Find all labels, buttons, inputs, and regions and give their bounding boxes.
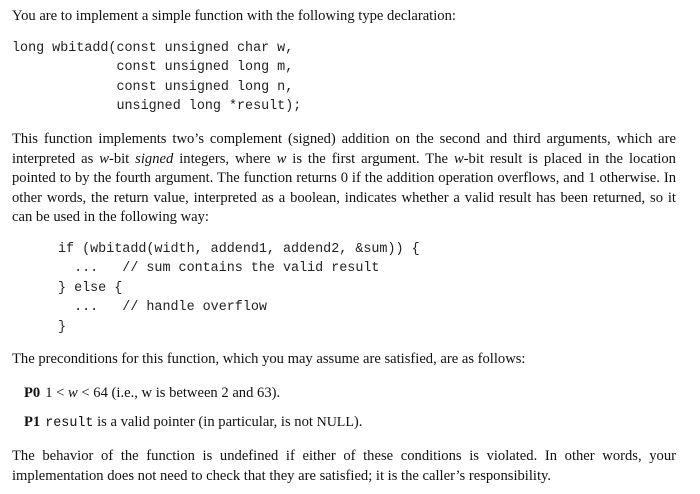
code-line: } else { bbox=[58, 280, 123, 296]
precondition-p0: P0 1 < w < 64 (i.e., w is between 2 and 63). bbox=[24, 385, 281, 401]
declaration-line: const unsigned long n, bbox=[12, 79, 294, 95]
var-w: w bbox=[276, 150, 287, 167]
declaration-line: long wbitadd(const unsigned char w, bbox=[12, 41, 294, 56]
code-line: if (wbitadd(width, addend1, addend2, &sum)) { bbox=[58, 242, 420, 257]
var-w: w bbox=[99, 150, 109, 167]
var-w: w bbox=[68, 385, 78, 401]
declaration-line: const unsigned long m, bbox=[12, 60, 294, 76]
closing-paragraph: The behavior of the function is undefined if either of these conditions is violated. In other words, your implementation does not need to check that they are satisfied; it is the caller’s responsibility. bbox=[12, 448, 676, 484]
function-declaration bbox=[12, 39, 301, 117]
preconditions-intro: The preconditions for this function, which you may assume are satisfied, are as follows: bbox=[12, 351, 526, 367]
intro-text: You are to implement a simple function with the following type declaration: bbox=[12, 8, 456, 24]
code-line: ... // sum contains the valid result bbox=[58, 261, 380, 277]
declaration-line: unsigned long *result); bbox=[12, 99, 302, 115]
p1-label: P1 bbox=[24, 414, 41, 430]
code-line: ... // handle overflow bbox=[58, 300, 267, 316]
code-line: } bbox=[58, 319, 67, 335]
usage-code-block bbox=[58, 240, 420, 337]
result-code: result bbox=[45, 416, 94, 431]
var-w: w bbox=[453, 150, 464, 167]
precondition-p1: P1 result is a valid pointer (in particular, is not NULL). bbox=[24, 414, 363, 431]
null-keyword: NULL bbox=[316, 415, 354, 430]
signed-emphasis: signed bbox=[135, 150, 174, 167]
p0-label: P0 bbox=[24, 385, 41, 401]
description-paragraph: This function implements two’s complement (signed) addition on the second and third arguments, which are interpreted as w-bit signed integers, where w is the first argument. The w-bit result is placed in the location pointed to by the fourth argument. The function returns 0 if the addition operation overflows, and 1 otherwise. In other words, the return value, interpreted as a boolean, indicates whether a valid result has been returned, so it can be used in the following way: bbox=[12, 131, 676, 225]
